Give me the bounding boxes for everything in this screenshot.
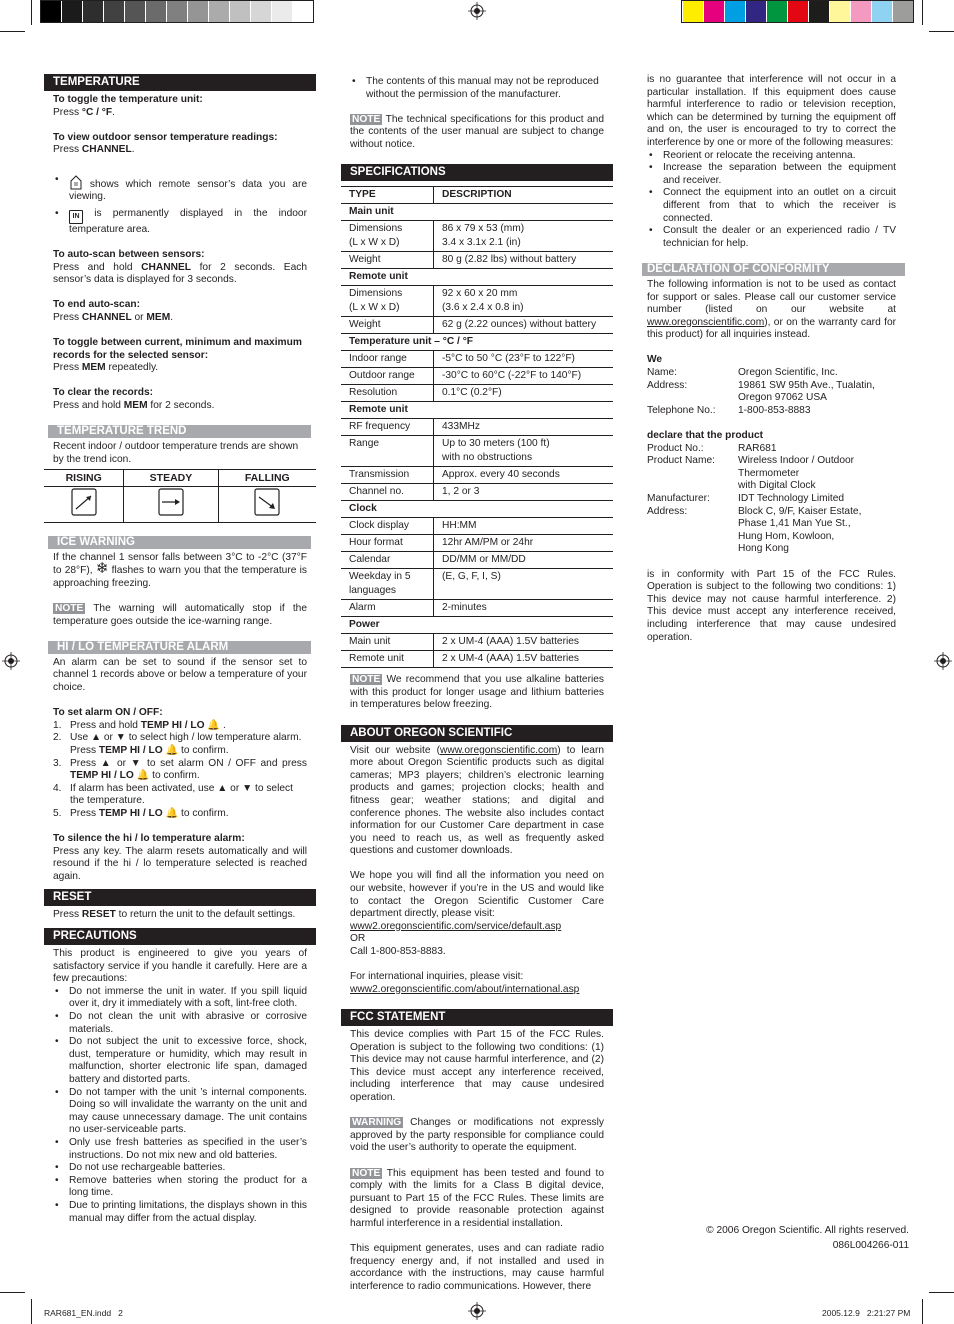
table-cell: 12hr AM/PM or 24hr (434, 535, 614, 552)
note-label: NOTE (352, 674, 381, 686)
list-item: • Increase the separation between the equipment and receiver. (663, 162, 896, 187)
down-arrow-icon: ▼ (242, 782, 253, 794)
instruction: Press and hold MEM for 2 seconds. (53, 400, 215, 412)
kv-row: Manufacturer: IDT Technology Limited (647, 493, 845, 504)
grey-swatch (166, 1, 187, 22)
table-header: TYPE (341, 187, 434, 204)
table-cell: HH:MM (434, 518, 614, 535)
list-item: • Do not tamper with the unit ’s internal components. Doing so will invalidate the warranty on the unit and may cause unnecessary damage. The unit contains no user-serviceable parts. (69, 1087, 307, 1137)
list-item: • Due to printing limitations, the displays shown in this manual may differ from the actual display. (69, 1200, 307, 1225)
instruction: Press MEM repeatedly. (53, 362, 159, 374)
list-item: • Do not immerse the unit in water. If you spill liquid over it, dry it immediately with a soft, lint-free cloth. (69, 986, 307, 1011)
table-row (341, 651, 613, 668)
table-section-row (341, 204, 613, 221)
registration-mark-icon (934, 652, 952, 670)
instruction: Press CHANNEL. (53, 144, 135, 156)
color-swatch (829, 1, 850, 22)
crop-mark (31, 1299, 32, 1324)
print-timestamp: 2005.12.9 2:21:27 PM (822, 1308, 911, 1318)
list-item: 1. Press and hold TEMP HI / LO 🔔 . (53, 719, 226, 731)
crop-mark (0, 31, 25, 32)
table-row (341, 385, 613, 402)
note-label: NOTE (352, 1167, 381, 1179)
table-cell: Weight (341, 252, 434, 269)
section-title-alarm: HI / LO TEMPERATURE ALARM (48, 641, 311, 654)
note-label: NOTE (352, 113, 381, 125)
channel-house-icon (69, 174, 83, 190)
table-cell: Dimensions (L x W x D) (341, 221, 434, 252)
up-arrow-icon: ▲ (100, 757, 113, 769)
table-cell: Main unit (341, 634, 434, 651)
crop-mark (922, 1299, 923, 1324)
table-section-row (341, 334, 613, 351)
kv-row: Name: Oregon Scientific, Inc. (647, 367, 838, 379)
table-cell: Remote unit (341, 651, 434, 668)
website-link[interactable]: www.oregonscientific.com (440, 744, 558, 756)
table-row (341, 351, 613, 368)
down-arrow-icon: ▼ (130, 757, 143, 769)
trend-steady-icon (158, 488, 184, 516)
table-section-label: Power (341, 617, 613, 634)
kv-row: Product No.: RAR681 (647, 442, 777, 454)
subheading: To set alarm ON / OFF: (53, 707, 163, 719)
kv-row: Address: Block C, 9/F, Kaiser Estate, Phase 1,41 Man Yue St., Hung Hom, Kowloon, Hong Kong (647, 505, 862, 555)
column-left (44, 74, 316, 1225)
warning: WARNING Changes or modifications not expressly approved by the party responsible for compliance could void the user’s authority to operate the equipment. (350, 1117, 604, 1154)
section-title-conformity: DECLARATION OF CONFORMITY (642, 263, 905, 276)
trend-header: RISING (44, 470, 124, 487)
section-title-ice: ICE WARNING (48, 536, 311, 549)
bell-icon: 🔔 (207, 719, 221, 731)
paragraph: This product is engineered to give you years of satisfactory service if you handle it carefully. Here are a few precautions: (53, 948, 307, 985)
table-row (341, 634, 613, 651)
table-row (341, 600, 613, 617)
section-title-specifications: SPECIFICATIONS (341, 164, 613, 181)
grey-swatch (82, 1, 103, 22)
section-title-about: ABOUT OREGON SCIENTIFIC (341, 725, 613, 742)
color-swatch (808, 1, 829, 22)
table-section-row (341, 269, 613, 286)
note: NOTE The warning will automatically stop if the temperature goes outside the ice-warning range. (53, 603, 307, 627)
color-swatch (871, 1, 892, 22)
table-cell: 2 x UM-4 (AAA) 1.5V batteries (434, 651, 614, 668)
color-swatch (703, 1, 724, 22)
crop-mark (31, 0, 32, 25)
table-row (341, 518, 613, 535)
table-cell: 433MHz (434, 419, 614, 436)
kv-row: Address: 19861 SW 95th Ave., Tualatin, Oregon 97062 USA (647, 379, 875, 404)
paragraph: Recent indoor / outdoor temperature trends are shown by the trend icon. (53, 441, 299, 465)
trend-header: STEADY (124, 470, 218, 487)
list-item: • Consult the dealer or an experienced radio / TV technician for help. (663, 225, 896, 250)
international-link[interactable]: www2.oregonscientific.com/about/international.asp (350, 983, 580, 995)
grey-swatch (103, 1, 124, 22)
trend-falling-icon (254, 488, 280, 516)
table-cell: Weekday in 5 languages (341, 569, 434, 600)
subheading: To toggle the temperature unit: (53, 94, 203, 105)
table-cell: -5°C to 50 °C (23°F to 122°F) (434, 351, 614, 368)
grey-calibration-bar (40, 0, 314, 23)
crop-mark (929, 31, 954, 32)
list-item: • Connect the equipment into an outlet on a circuit different from that to which the receiver is connected. (663, 187, 896, 225)
bell-icon: 🔔 (165, 744, 179, 756)
table-row (341, 317, 613, 334)
table-cell: Calendar (341, 552, 434, 569)
list-item: • shows which remote sensor’s data you are viewing. (69, 174, 307, 204)
column-middle (341, 74, 613, 1293)
table-cell: -30°C to 60°C (-22°F to 140°F) (434, 368, 614, 385)
table-cell: 62 g (2.22 ounces) without battery (434, 317, 614, 334)
note: NOTE We recommend that you use alkaline batteries with this product for longer usage and lithium batteries in temperatures below freezing. (350, 674, 604, 711)
table-cell: Outdoor range (341, 368, 434, 385)
table-row (341, 286, 613, 317)
trend-rising-icon (71, 488, 97, 516)
section-title-trend: TEMPERATURE TREND (48, 425, 311, 438)
grey-swatch (250, 1, 271, 22)
table-cell: (E, G, F, I, S) (434, 569, 614, 600)
section-title-temperature: TEMPERATURE (44, 74, 316, 91)
list-item: • Do not subject the unit to excessive force, shock, dust, temperature or humidity, which may result in malfunction, shorter electronic life span, damaged battery and distorted parts. (69, 1036, 307, 1086)
list-item: 5. Press TEMP HI / LO 🔔 to confirm. (53, 807, 229, 819)
kv-row: Product Name: Wireless Indoor / Outdoor Thermometer with Digital Clock (647, 455, 855, 492)
subheading: To auto-scan between sensors: (53, 248, 205, 260)
measures-list (647, 150, 896, 251)
warning-label: WARNING (352, 1117, 402, 1129)
color-swatch (850, 1, 871, 22)
table-cell: RF frequency (341, 419, 434, 436)
grey-swatch (229, 1, 250, 22)
list-item: • Do not clean the unit with abrasive or corrosive materials. (69, 1011, 307, 1036)
down-arrow-icon: ▼ (115, 732, 126, 744)
table-row (341, 368, 613, 385)
paragraph: is no guarantee that interference will not occur in a particular installation. If this equipment does cause harmful interference to radio or television reception, which can be determined by turning the equipment off and on, the user is encouraged to try to correct the interference by one or more of the following measures: (647, 74, 896, 148)
table-section-label: Main unit (341, 204, 613, 221)
instruction: Press and hold CHANNEL for 2 seconds. Each sensor’s data is displayed for 3 seconds. (53, 261, 307, 286)
table-header: DESCRIPTION (434, 187, 614, 204)
registration-mark-icon (2, 652, 20, 670)
registration-mark-icon (468, 1302, 486, 1320)
table-cell: Alarm (341, 600, 434, 617)
table-cell: Hour format (341, 535, 434, 552)
paragraph: This device complies with Part 15 of the FCC Rules. Operation is subject to the following two conditions: (1) This device may not cause harmful interference, and (2) This device must accept any interference received, including interference that may cause undesired operation. (350, 1029, 604, 1103)
table-row (341, 419, 613, 436)
color-swatch (745, 1, 766, 22)
snowflake-icon: ❄ (95, 560, 109, 578)
paragraph: This equipment generates, uses and can radiate radio frequency energy and, if not installed and used in accordance with the instructions, may cause harmful interference to radio communications. However, there (350, 1243, 604, 1292)
website-link[interactable]: www.oregonscientific.com (647, 316, 765, 328)
paragraph: is in conformity with Part 15 of the FCC Rules. Operation is subject to the following two conditions: 1) This device may not cause harmful interference. 2) This device must accept any interference received, including interference that may cause undesired operation. (647, 568, 896, 643)
crop-mark (0, 1292, 25, 1293)
list-item: • The contents of this manual may not be reproduced without the permission of the manufacturer. (366, 76, 604, 101)
grey-swatch (145, 1, 166, 22)
paragraph: For international inquiries, please visit: (350, 971, 524, 983)
list-item: 3. Press ▲ or ▼ to set alarm ON / OFF and press TEMP HI / LO 🔔 to confirm. (53, 757, 307, 782)
grey-swatch (41, 1, 61, 22)
table-section-label: Remote unit (341, 269, 613, 286)
color-swatch (787, 1, 808, 22)
grey-swatch (124, 1, 145, 22)
subheading: To view outdoor sensor temperature readings: (53, 131, 278, 143)
copyright: © 2006 Oregon Scientific. All rights reserved. (706, 1225, 909, 1236)
paragraph: Visit our website (www.oregonscientific.com) to learn more about Oregon Scientific products such as digital cameras; MP3 players; children’s electronic learning products and games; projection clocks; health and fitness gear; weather stations; and digital and conference phones. The website also includes contact information for our Customer Care department in case you need to reach us, as well as frequently asked questions and customer downloads. (350, 744, 605, 857)
table-cell: Resolution (341, 385, 434, 402)
table-row (341, 221, 613, 252)
trend-table (44, 469, 316, 523)
list-item: 2. Use ▲ or ▼ to select high / low temperature alarm. Press TEMP HI / LO 🔔 to confirm. (53, 732, 302, 756)
color-swatch (682, 1, 703, 22)
table-section-label: Remote unit (341, 402, 613, 419)
section-title-fcc: FCC STATEMENT (341, 1009, 613, 1026)
table-cell: Range (341, 436, 434, 467)
subheading: To silence the hi / lo temperature alarm: (53, 833, 245, 845)
table-cell: 92 x 60 x 20 mm (3.6 x 2.4 x 0.8 in) (434, 286, 614, 317)
table-cell: Up to 30 meters (100 ft) with no obstructions (434, 436, 614, 467)
list-item: • Remove batteries when storing the product for a long time. (69, 1175, 307, 1200)
table-cell: Clock display (341, 518, 434, 535)
column-right (642, 74, 905, 644)
subheading: We (647, 354, 663, 366)
phone-text: Call 1-800-853-8883. (350, 946, 446, 958)
file-slug: RAR681_EN.indd 2 (44, 1308, 123, 1318)
color-swatch (892, 1, 913, 22)
table-cell: 2 x UM-4 (AAA) 1.5V batteries (434, 634, 614, 651)
color-swatch (724, 1, 745, 22)
specifications-table (341, 186, 613, 668)
paragraph: The following information is not to be used as contact for support or sales. Please call our customer service number (listed on our website at www.oregonscientific.com), or on the warranty card for this product) for all inquiries instead. (647, 278, 896, 341)
table-row (341, 552, 613, 569)
kv-row: Telephone No.: 1-800-853-8883 (647, 404, 811, 416)
table-cell: 2-minutes (434, 600, 614, 617)
trend-cell (44, 487, 124, 523)
bell-icon: 🔔 (165, 807, 179, 819)
instruction: Press °C / °F. (53, 106, 115, 118)
table-row (341, 569, 613, 600)
subheading: To end auto-scan: (53, 299, 140, 311)
paragraph: If the channel 1 sensor falls between 3°C to -2°C (37°F to 28°F), ❄ flashes to warn you that the temperature is approaching freezing. (53, 551, 307, 589)
list-item: • Reorient or relocate the receiving antenna. (663, 150, 896, 163)
table-section-row (341, 617, 613, 634)
table-cell: DD/MM or MM/DD (434, 552, 614, 569)
table-cell: Dimensions (L x W x D) (341, 286, 434, 317)
table-cell: Indoor range (341, 351, 434, 368)
service-link[interactable]: www2.oregonscientific.com/service/default.asp (350, 920, 562, 932)
grey-swatch (187, 1, 208, 22)
up-arrow-icon: ▲ (90, 732, 102, 744)
paragraph: Press any key. The alarm resets automatically and will resound if the hi / lo temperature selected is reached again. (53, 845, 307, 882)
instruction: Press CHANNEL or MEM. (53, 311, 174, 323)
instruction: Press RESET to return the unit to the default settings. (53, 909, 296, 921)
paragraph: An alarm can be set to sound if the sensor set to channel 1 records above or below a temperature of your choice. (53, 656, 307, 693)
subheading: declare that the product (647, 430, 764, 442)
section-title-precautions: PRECAUTIONS (44, 928, 316, 945)
table-row (341, 484, 613, 501)
crop-mark (922, 0, 923, 25)
crop-mark (929, 1292, 954, 1293)
table-cell: 80 g (2.82 lbs) without battery (434, 252, 614, 269)
table-cell: Approx. every 40 seconds (434, 467, 614, 484)
paragraph: We hope you will find all the information you need on our website, however if you’re in the US and would like to contact the Oregon Scientific Customer Care department directly, please visit: (350, 870, 604, 920)
note: NOTE This equipment has been tested and found to comply with the limits for a Class B digital device, pursuant to Part 15 of the FCC Rules. These limits are designed to provide reasonable protection against harmful interference in a residential installation. (350, 1167, 604, 1229)
list-item: • Do not use rechargeable batteries. (69, 1162, 307, 1175)
grey-swatch (208, 1, 229, 22)
section-title-reset: RESET (44, 889, 316, 906)
list-item: 4. If alarm has been activated, use ▲ or ▼ to select the temperature. (53, 782, 293, 807)
table-cell: Weight (341, 317, 434, 334)
color-calibration-bar (681, 0, 914, 23)
grey-swatch (292, 1, 313, 22)
grey-swatch (61, 1, 82, 22)
list-item: • Only use fresh batteries as specified in the user’s instructions. Do not mix new and old batteries. (69, 1137, 307, 1162)
table-row (341, 252, 613, 269)
table-cell: 0.1°C (0.2°F) (434, 385, 614, 402)
subheading: To clear the records: (53, 387, 154, 399)
registration-mark-icon (468, 2, 486, 20)
note: NOTE The technical specifications for this product and the contents of the user manual are subject to change without notice. (350, 113, 604, 150)
table-cell: Transmission (341, 467, 434, 484)
subheading: To toggle between current, minimum and maximum records for the selected sensor: (53, 337, 302, 361)
table-row (341, 436, 613, 467)
table-cell: 1, 2 or 3 (434, 484, 614, 501)
table-section-row (341, 501, 613, 518)
table-cell: Channel no. (341, 484, 434, 501)
table-row (341, 467, 613, 484)
table-section-row (341, 402, 613, 419)
table-section-label: Temperature unit – °C / °F (341, 334, 613, 351)
trend-cell (218, 487, 316, 523)
indoor-in-icon: IN (69, 210, 83, 224)
table-row (341, 535, 613, 552)
precautions-list (53, 986, 307, 1225)
list-item: • IN is permanently displayed in the indoor temperature area. (69, 208, 307, 237)
note-label: NOTE (55, 603, 84, 614)
trend-header: FALLING (218, 470, 316, 487)
table-section-label: Clock (341, 501, 613, 518)
grey-swatch (271, 1, 292, 22)
bell-icon: 🔔 (136, 770, 150, 782)
up-arrow-icon: ▲ (217, 782, 228, 794)
trend-cell (124, 487, 218, 523)
part-number: 086L004266-011 (832, 1240, 909, 1251)
color-swatch (766, 1, 787, 22)
table-cell: 86 x 79 x 53 (mm) 3.4 x 3.1x 2.1 (in) (434, 221, 614, 252)
or-text: OR (350, 933, 366, 945)
